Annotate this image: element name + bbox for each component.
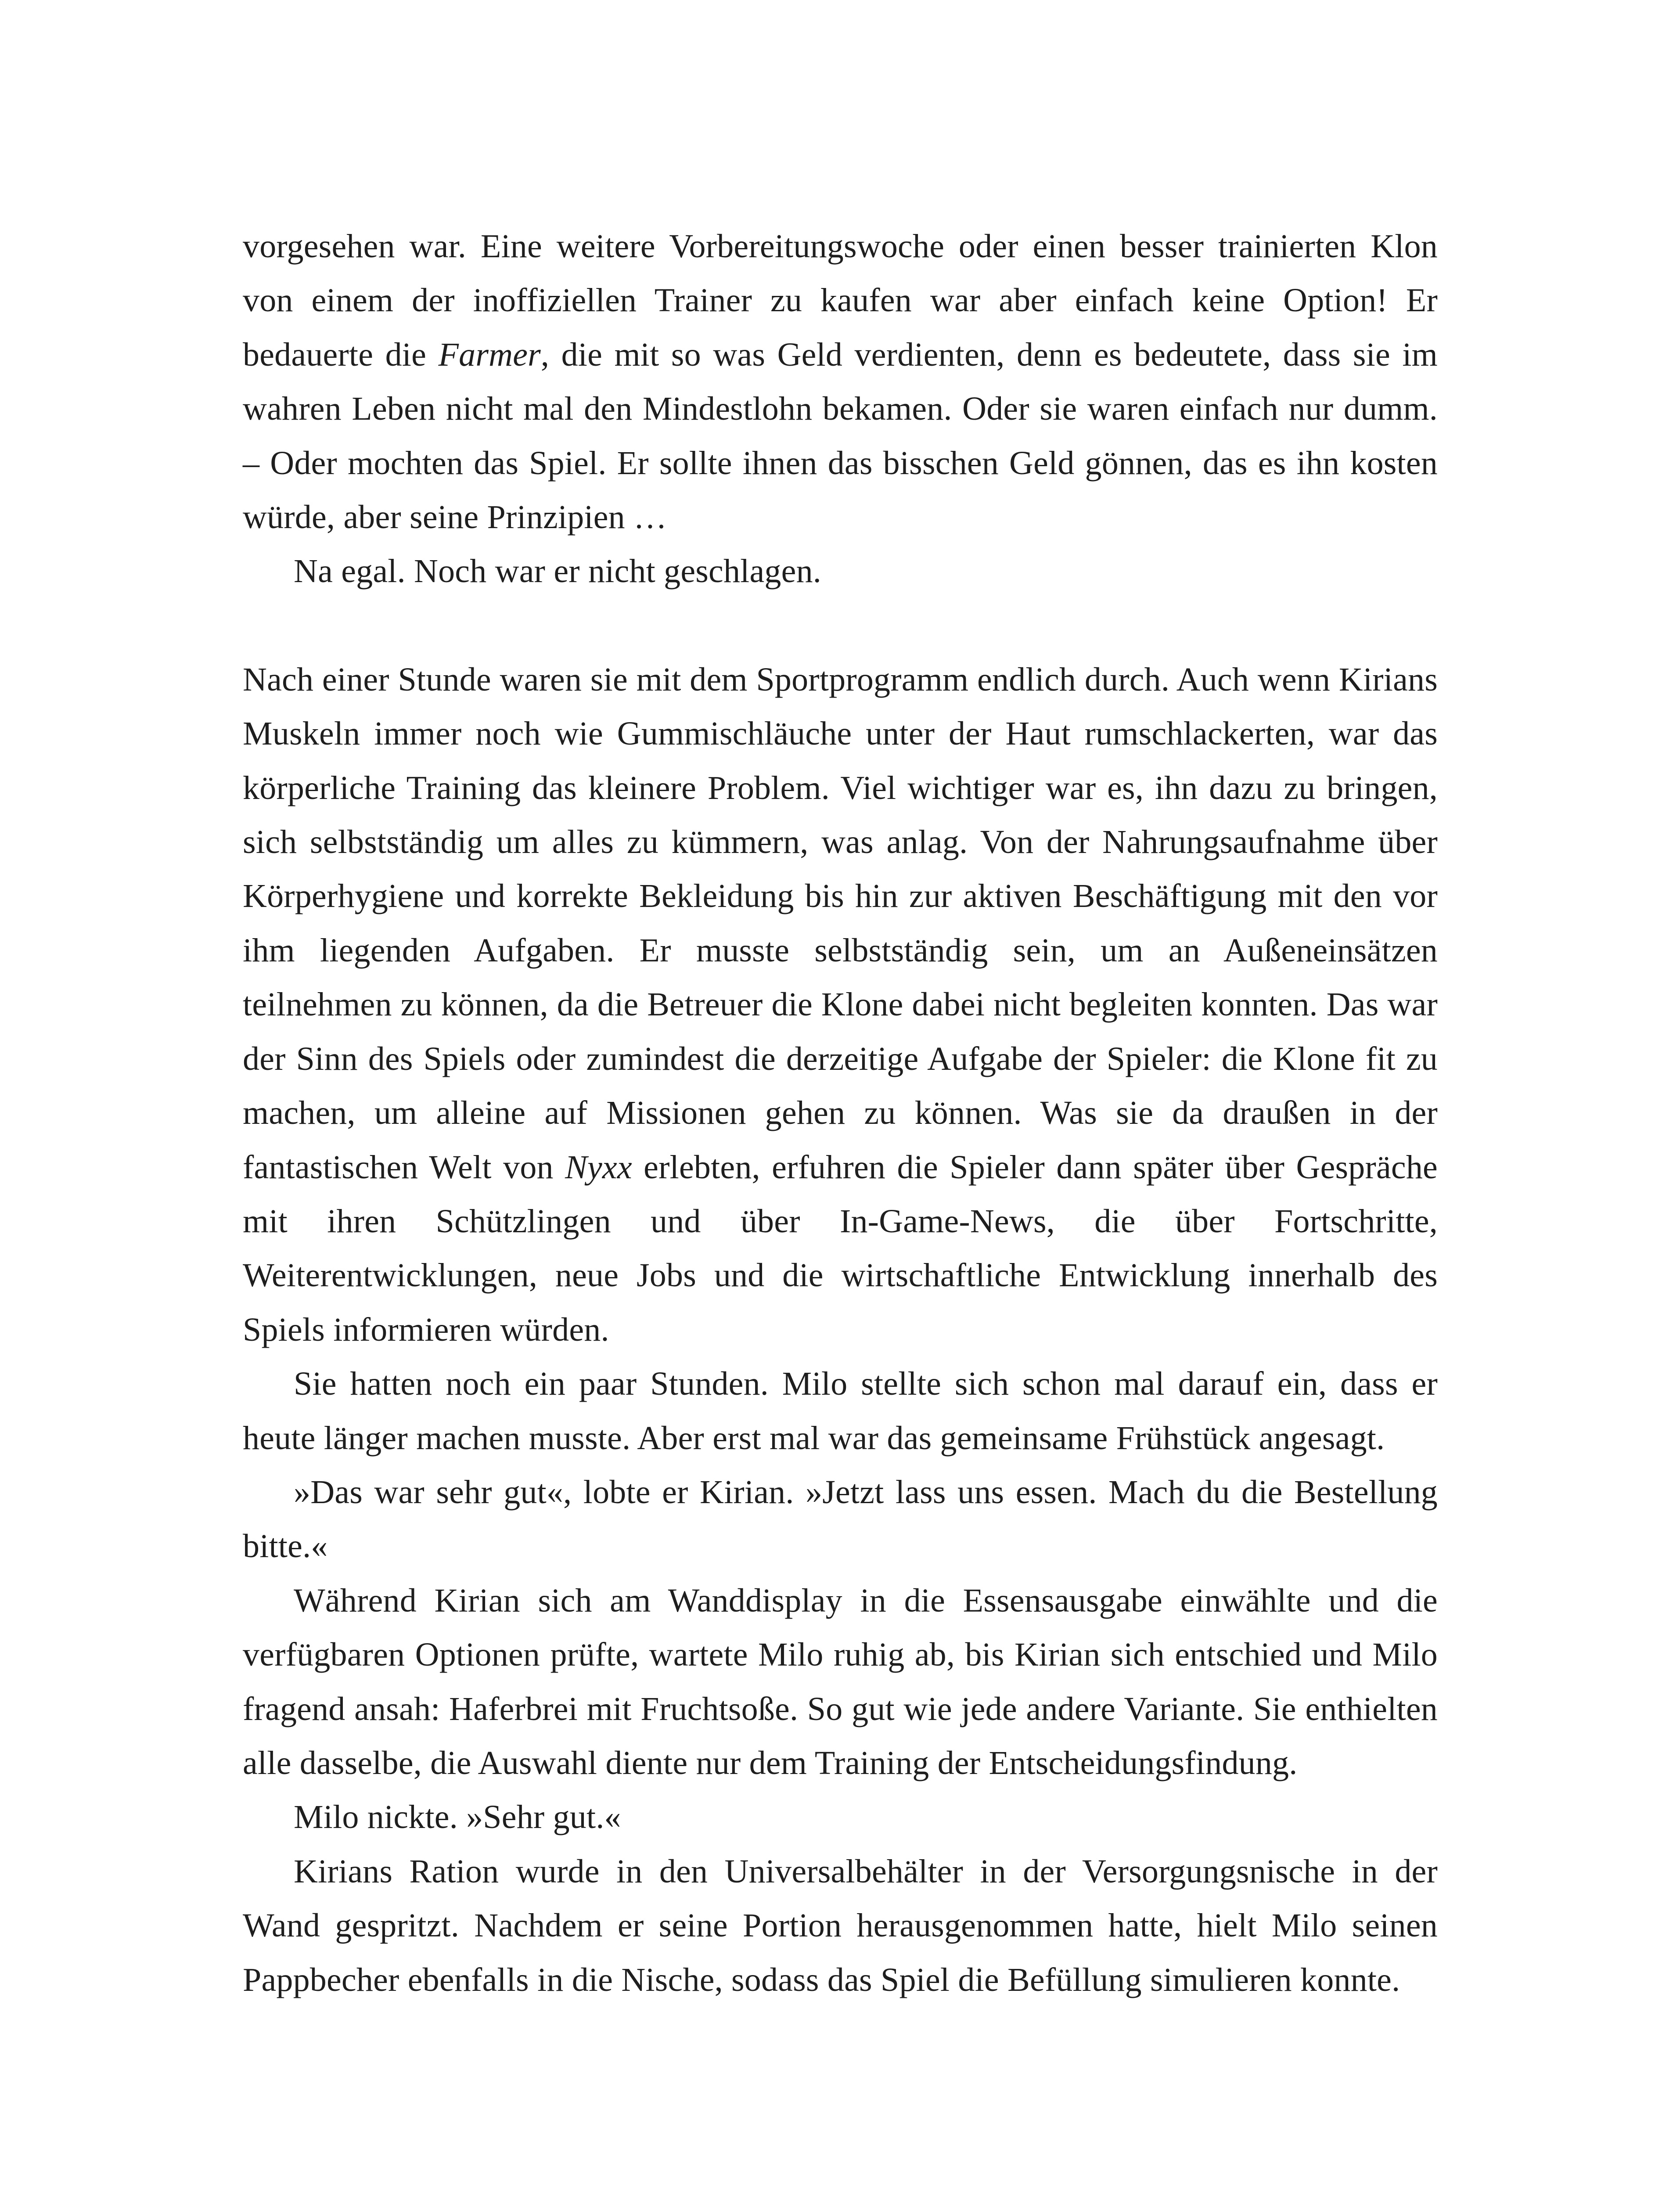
text-run: »Das war sehr gut«, lobte er Kirian. »Jetzt lass uns essen. Mach du die Bestellung bitte.« (243, 1473, 1438, 1565)
text-run: erlebten, erfuhren die Spieler dann später über Gespräche mit ihren Schützlingen und über In-Game-News, die über Fortschritte, Weiterentwicklungen, neue Jobs und die wirtschaftliche Entwicklung innerhalb des Spiels informieren würden. (243, 1148, 1438, 1348)
paragraph-5 (243, 1465, 1438, 1574)
text-run: Sie hatten noch ein paar Stunden. Milo stellte sich schon mal darauf ein, dass er heute länger machen musste. Aber erst mal war das gemeinsame Frühstück angesagt. (243, 1365, 1438, 1457)
text-run: Milo nickte. »Sehr gut.« (294, 1799, 621, 1836)
paragraph-4 (243, 1357, 1438, 1465)
text-run: Na egal. Noch war er nicht geschlagen. (294, 553, 821, 590)
text-run: , die mit so was Geld verdienten, denn es bedeutete, dass sie im wahren Leben nicht mal den Mindestlohn bekamen. Oder sie waren einfach nur dumm. – Oder mochten das Spiel. Er sollte ihnen das bisschen Geld gönnen, das es ihn kosten würde, aber seine Prinzipien … (243, 336, 1438, 536)
paragraph-6 (243, 1574, 1438, 1791)
paragraph-8 (243, 1845, 1438, 2007)
text-run: vorgesehen war. Eine weitere Vorbereitungswoche oder einen besser trainierten Klon von einem der inoffiziellen Trainer zu kaufen war aber einfach keine Option! Er bedauerte die (243, 228, 1438, 373)
emphasis-nyxx: Nyxx (565, 1148, 632, 1186)
emphasis-farmer: Farmer (438, 336, 541, 373)
paragraph-7 (243, 1790, 1438, 1844)
text-run: Nach einer Stunde waren sie mit dem Sportprogramm endlich durch. Auch wenn Kirians Muskeln immer noch wie Gummischläuche unter der Haut rumschlackerten, war das körperliche Training das kleinere Problem. Viel wichtiger war es, ihn dazu zu bringen, sich selbstständig um alles zu kümmern, was anlag. Von der Nahrungsaufnahme über Körperhygiene und korrekte Bekleidung bis hin zur aktiven Beschäftigung mit den vor ihm liegenden Aufgaben. Er musste selbstständig sein, um an Außeneinsätzen teilnehmen zu können, da die Betreuer die Klone dabei nicht begleiten konnten. Das war der Sinn des Spiels oder zumindest die derzeitige Aufgabe der Spieler: die Klone fit zu machen, um alleine auf Missionen gehen zu können. Was sie da draußen in der fantastischen Welt von (243, 661, 1438, 1186)
text-run: Während Kirian sich am Wanddisplay in die Essensausgabe einwählte und die verfügbaren Optionen prüfte, wartete Milo ruhig ab, bis Kirian sich entschied und Milo fragend ansah: Haferbrei mit Fruchtsoße. So gut wie jede andere Variante. Sie enthielten alle dasselbe, die Auswahl diente nur dem Training der Entscheidungsfindung. (243, 1582, 1438, 1781)
body-text (243, 220, 1438, 2007)
paragraph-3 (243, 653, 1438, 1357)
text-run: Kirians Ration wurde in den Universalbehälter in der Versorgungsnische in der Wand gespritzt. Nachdem er seine Portion herausgenommen hatte, hielt Milo seinen Pappbecher ebenfalls in die Nische, sodass das Spiel die Befüllung simulieren konnte. (243, 1853, 1438, 1998)
paragraph-2 (243, 544, 1438, 598)
paragraph-1 (243, 220, 1438, 544)
